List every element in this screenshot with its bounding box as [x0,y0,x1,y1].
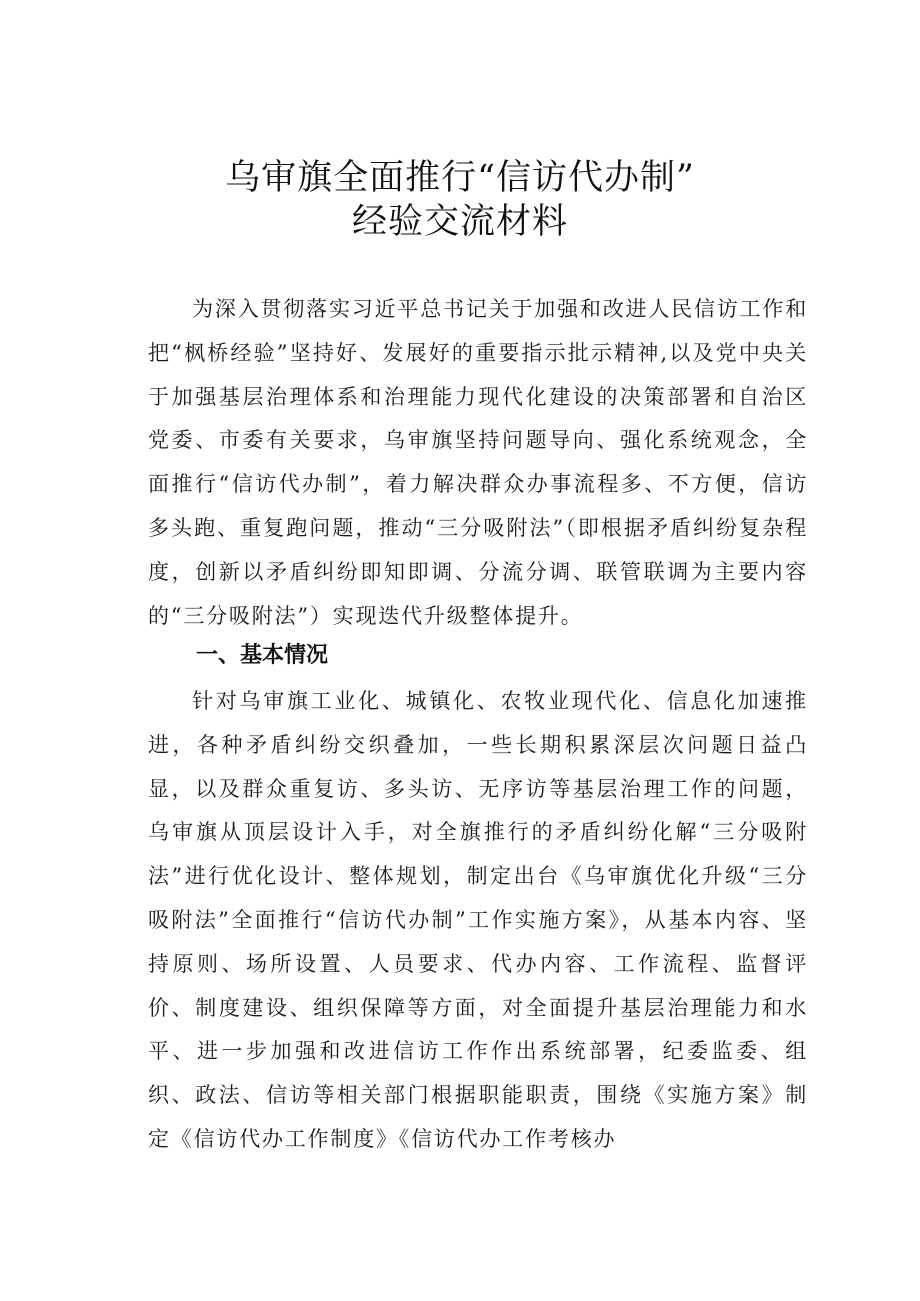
document-title-line-2: 经验交流材料 [351,202,568,242]
section-heading-basic-situation: 一、基本情况 [196,643,329,668]
basic-situation-paragraph: 针对乌审旗工业化、城镇化、农牧业现代化、信息化加速推进，各种矛盾纠纷交织叠加，一些长期积累深层次问题日益凸显，以及群众重复访、多头访、无序访等基层治理工作的问题，乌审旗从顶层设计入手，对全旗推行的矛盾纠纷化解“三分吸附法”进行优化设计、整体规划，制定出台《乌审旗优化升级“三分吸附法”全面推行“信访代办制”工作实施方案》，从基本内容、坚持原则、场所设置、人员要求、代办内容、工作流程、监督评价、制度建设、组织保障等方面，对全面提升基层治理能力和水平、进一步加强和改进信访工作作出系统部署，纪委监委、组织、政法、信访等相关部门根据职能职责，围绕《实施方案》制定《信访代办工作制度》《信访代办工作考核办 [148,689,808,1151]
document-title-line-1: 乌审旗全面推行“信访代办制” [225,158,695,198]
intro-paragraph: 为深入贯彻落实习近平总书记关于加强和改进人民信访工作和把“枫桥经验”坚持好、发展好的重要指示批示精神,以及党中央关于加强基层治理体系和治理能力现代化建设的决策部署和自治区党委、市委有关要求，乌审旗坚持问题导向、强化系统观念，全面推行“信访代办制”，着力解决群众办事流程多、不方便，信访多头跑、重复跑问题，推动“三分吸附法”（即根据矛盾纠纷复杂程度，创新以矛盾纠纷即知即调、分流分调、联管联调为主要内容的“三分吸附法”）实现迭代升级整体提升。 [148,297,808,628]
